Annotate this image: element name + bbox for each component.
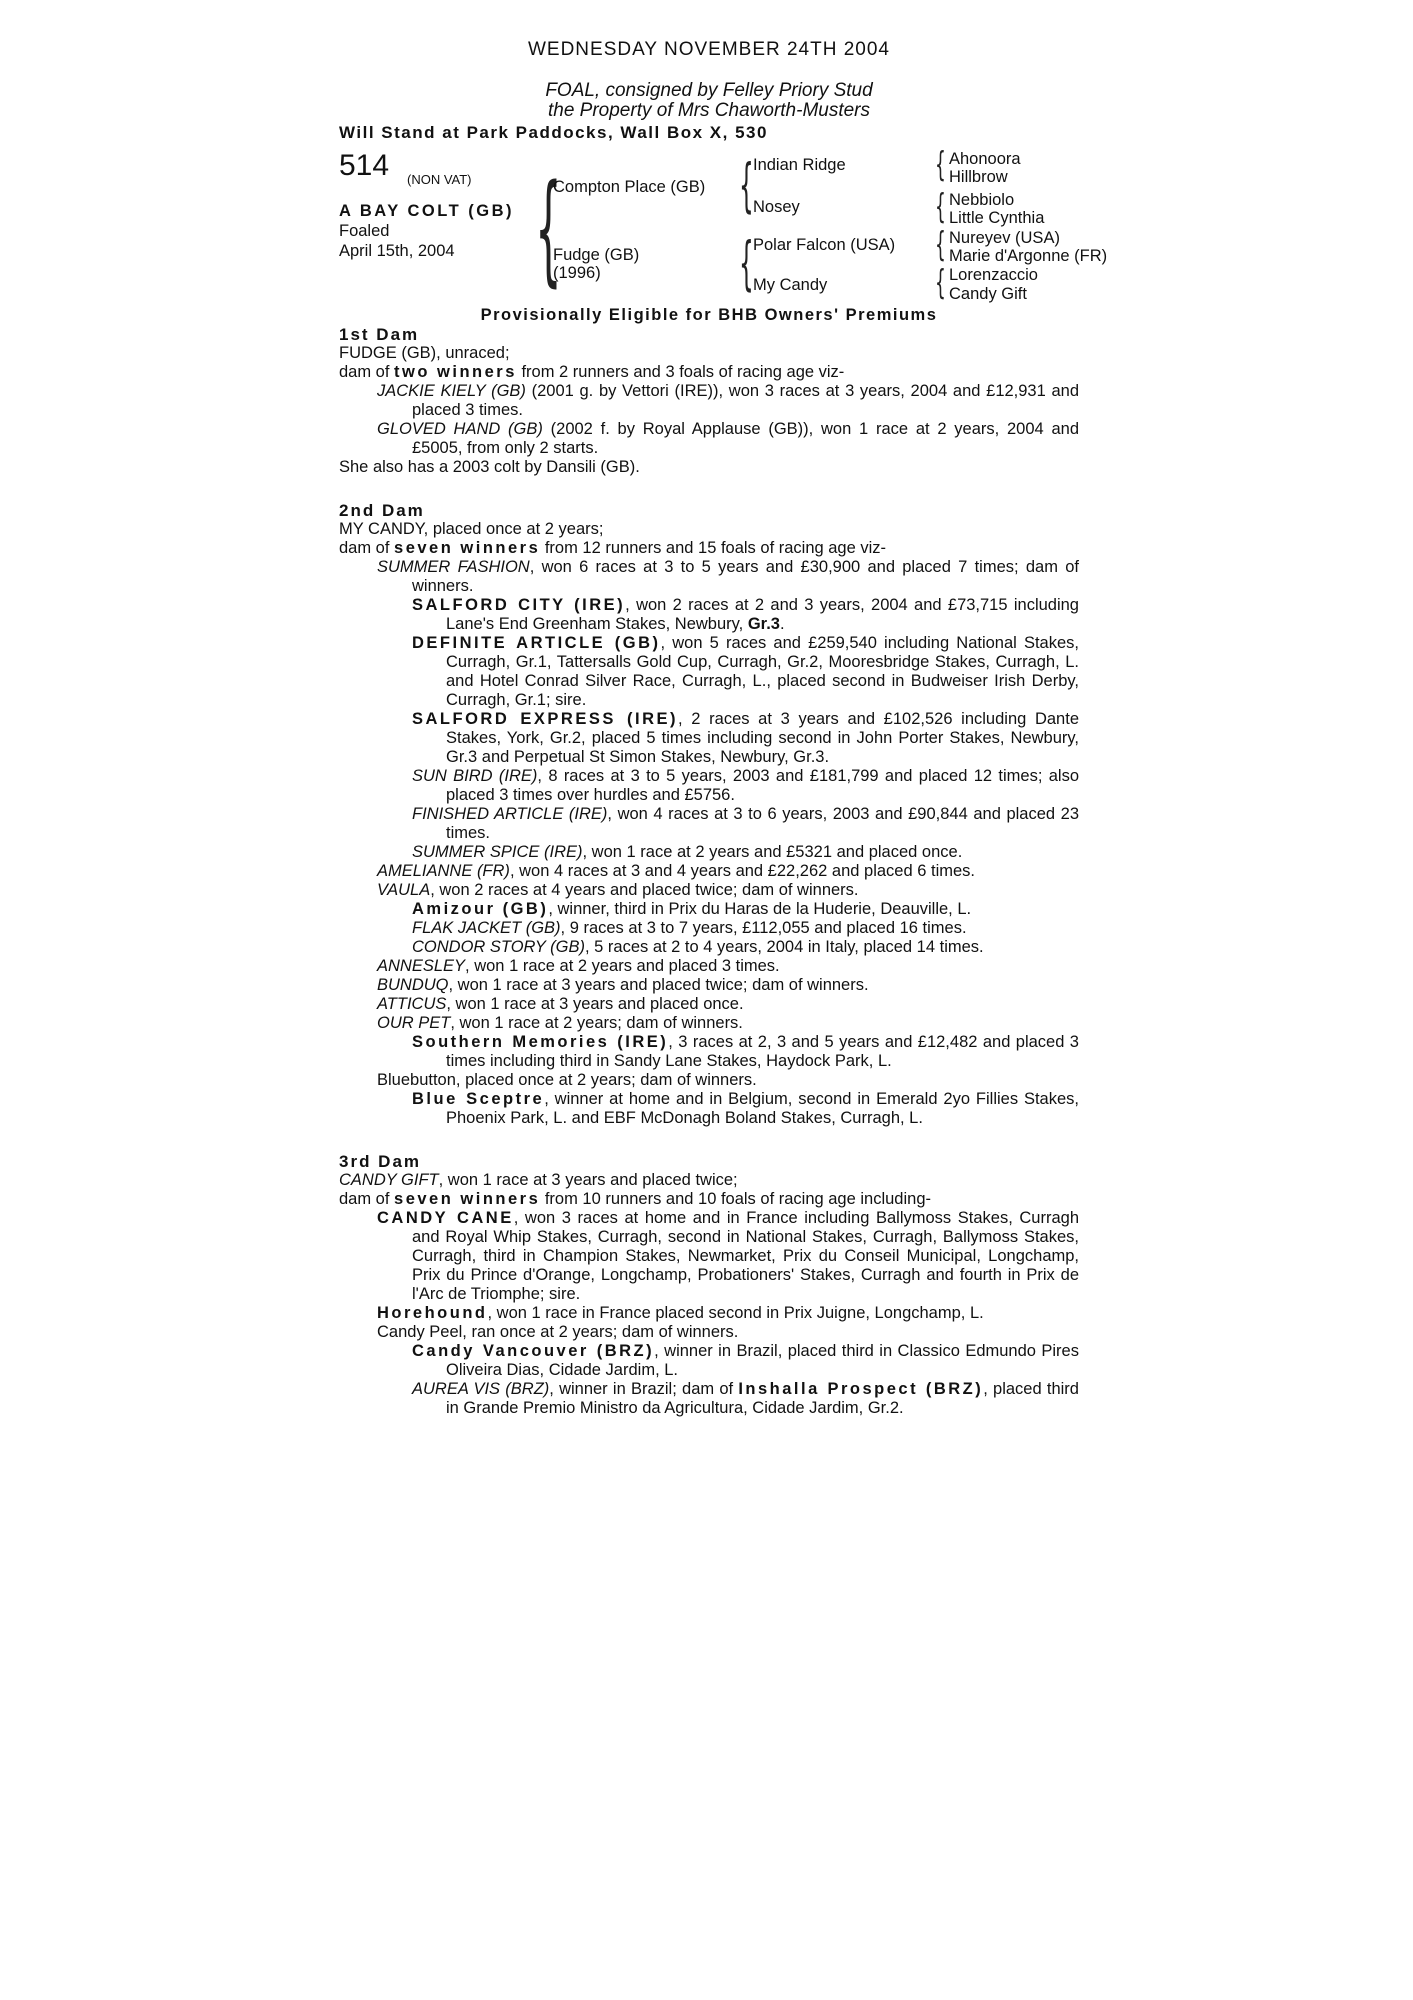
produce-entry: VAULA, won 2 races at 4 years and placed twice; dam of winners. <box>377 881 859 899</box>
sire: Compton Place (GB) <box>553 178 706 196</box>
produce-entry: JACKIE KIELY (GB) (2001 g. by Vettori (IRE)), won 3 races at 3 years, 2004 and £12,931 and placed 3 times. <box>377 382 1079 419</box>
brace-icon: { <box>535 160 562 299</box>
produce-entry: AUREA VIS (BRZ), winner in Brazil; dam of Inshalla Prospect (BRZ), placed third in Grande Premio Ministro da Agricultura, Cidade Jardim, Gr.2. <box>412 1380 1079 1417</box>
second-dam-heading: 2nd Dam <box>339 501 425 520</box>
produce-entry: CANDY CANE, won 3 races at home and in France including Ballymoss Stakes, Curragh and Royal Whip Stakes, Curragh, second in National Stakes, Curragh, Ballymoss Stakes, Curragh, third in Champion Stakes, Newmarket, Prix du Conseil Municipal, Longchamp, Prix du Prince d'Orange, Longchamp, Probationers' Stakes, Curragh and fourth in Prix de l'Arc de Triomphe; sire. <box>377 1209 1079 1303</box>
first-dam-heading: 1st Dam <box>339 325 420 344</box>
stable-location: Will Stand at Park Paddocks, Wall Box X, 530 <box>339 123 768 142</box>
produce-entry: ANNESLEY, won 1 race at 2 years and placed 3 times. <box>377 957 780 975</box>
ped-ssd: Hillbrow <box>949 168 1008 186</box>
catalogue-page <box>339 39 1108 1418</box>
eligibility-note: Provisionally Eligible for BHB Owners' Premiums <box>480 306 938 324</box>
produce-entry: SALFORD EXPRESS (IRE), 2 races at 3 years and £102,526 including Dante Stakes, York, Gr.2, placed 5 times including second in John Porter Stakes, Newbury, Gr.3 and Perpetual St Simon Stakes, Newbury, Gr.3. <box>412 710 1079 766</box>
produce-entry: Bluebutton, placed once at 2 years; dam of winners. <box>377 1071 757 1089</box>
sire-sire: Indian Ridge <box>753 156 846 174</box>
ped-dds: Lorenzaccio <box>949 266 1038 284</box>
produce-entry: FLAK JACKET (GB), 9 races at 3 to 7 years, £112,055 and placed 16 times. <box>412 919 967 937</box>
third-dam-heading: 3rd Dam <box>339 1152 422 1171</box>
produce-entry: GLOVED HAND (GB) (2002 f. by Royal Applause (GB)), won 1 race at 2 years, 2004 and £5005, from only 2 starts. <box>377 420 1080 457</box>
produce-entry: Southern Memories (IRE), 3 races at 2, 3 and 5 years and £12,482 and placed 3 times including third in Sandy Lane Stakes, Haydock Park, L. <box>412 1033 1079 1070</box>
brace-icon: { <box>935 145 946 185</box>
ped-sss: Ahonoora <box>949 150 1021 168</box>
produce-entry: FINISHED ARTICLE (IRE), won 4 races at 3 to 6 years, 2003 and £90,844 and placed 23 times. <box>412 805 1079 842</box>
dam-sire: Polar Falcon (USA) <box>753 236 896 254</box>
sire-dam: Nosey <box>753 198 800 216</box>
lot-number: 514 <box>339 149 390 182</box>
produce-entry: Candy Peel, ran once at 2 years; dam of winners. <box>377 1323 739 1341</box>
produce-entry: Horehound, won 1 race in France placed second in Prix Juigne, Longchamp, L. <box>377 1304 984 1322</box>
second-dam-line: MY CANDY, placed once at 2 years; <box>339 520 604 538</box>
produce-entry: Blue Sceptre, winner at home and in Belgium, second in Emerald 2yo Fillies Stakes, Phoenix Park, L. and EBF McDonagh Boland Stakes, Curragh, L. <box>412 1090 1079 1127</box>
first-dam-summary: dam of two winners from 2 runners and 3 foals of racing age viz- <box>339 363 845 381</box>
produce-entry: SUMMER SPICE (IRE), won 1 race at 2 years and £5321 and placed once. <box>412 843 963 861</box>
produce-entry: Amizour (GB), winner, third in Prix du Haras de la Huderie, Deauville, L. <box>412 900 972 918</box>
ped-ddd: Candy Gift <box>949 285 1027 303</box>
third-dam-line: CANDY GIFT, won 1 race at 3 years and placed twice; <box>339 1171 738 1189</box>
ped-sdd: Little Cynthia <box>949 209 1045 227</box>
brace-icon: { <box>935 225 946 265</box>
ped-dss: Nureyev (USA) <box>949 229 1060 247</box>
produce-entry: DEFINITE ARTICLE (GB), won 5 races and £259,540 including National Stakes, Curragh, Gr.1, Tattersalls Gold Cup, Curragh, Gr.2, Mooresbridge Stakes, Curragh, L. and Hotel Conrad Silver Race, Curragh, L., placed second in Budweiser Irish Derby, Curragh, Gr.1; sire. <box>412 634 1079 709</box>
foaled-label: Foaled <box>339 222 390 240</box>
second-dam-summary: dam of seven winners from 12 runners and 15 foals of racing age viz- <box>339 539 887 557</box>
produce-entry: SALFORD CITY (IRE), won 2 races at 2 and 3 years, 2004 and £73,715 including Lane's End Greenham Stakes, Newbury, Gr.3. <box>412 596 1079 633</box>
first-dam-note: She also has a 2003 colt by Dansili (GB). <box>339 458 640 476</box>
produce-entry: CONDOR STORY (GB), 5 races at 2 to 4 years, 2004 in Italy, placed 14 times. <box>412 938 984 956</box>
pedigree-table <box>339 145 1108 306</box>
brace-icon: { <box>739 229 754 297</box>
brace-icon: { <box>935 187 946 227</box>
property-line: the Property of Mrs Chaworth-Musters <box>547 100 871 121</box>
produce-entry: ATTICUS, won 1 race at 3 years and placed once. <box>377 995 744 1013</box>
produce-entry: OUR PET, won 1 race at 2 years; dam of winners. <box>377 1014 743 1032</box>
produce-entry: Candy Vancouver (BRZ), winner in Brazil, placed third in Classico Edmundo Pires Oliveira Dias, Cidade Jardim, L. <box>412 1342 1079 1379</box>
consignor-line: FOAL, consigned by Felley Priory Stud <box>545 80 873 101</box>
ped-sds: Nebbiolo <box>949 191 1015 209</box>
produce-entry: AMELIANNE (FR), won 4 races at 3 and 4 years and £22,262 and placed 6 times. <box>377 862 975 880</box>
foal-date: April 15th, 2004 <box>339 242 455 260</box>
horse-description: A BAY COLT (GB) <box>339 202 515 220</box>
brace-icon: { <box>739 151 754 219</box>
brace-icon: { <box>935 263 946 303</box>
dam-year: (1996) <box>553 264 601 282</box>
produce-entry: SUMMER FASHION, won 6 races at 3 to 5 years and £30,900 and placed 7 times; dam of winners. <box>377 558 1080 595</box>
vat-status: (NON VAT) <box>407 172 472 187</box>
third-dam-summary: dam of seven winners from 10 runners and 10 foals of racing age including- <box>339 1190 931 1208</box>
dam: Fudge (GB) <box>553 246 640 264</box>
sale-date: WEDNESDAY NOVEMBER 24TH 2004 <box>527 39 890 60</box>
dam-dam: My Candy <box>753 276 828 294</box>
produce-entry: SUN BIRD (IRE), 8 races at 3 to 5 years, 2003 and £181,799 and placed 12 times; also placed 3 times over hurdles and £5756. <box>412 767 1080 804</box>
produce-entry: BUNDUQ, won 1 race at 3 years and placed twice; dam of winners. <box>377 976 869 994</box>
first-dam-line: FUDGE (GB), unraced; <box>339 344 510 362</box>
ped-dsd: Marie d'Argonne (FR) <box>949 247 1108 265</box>
